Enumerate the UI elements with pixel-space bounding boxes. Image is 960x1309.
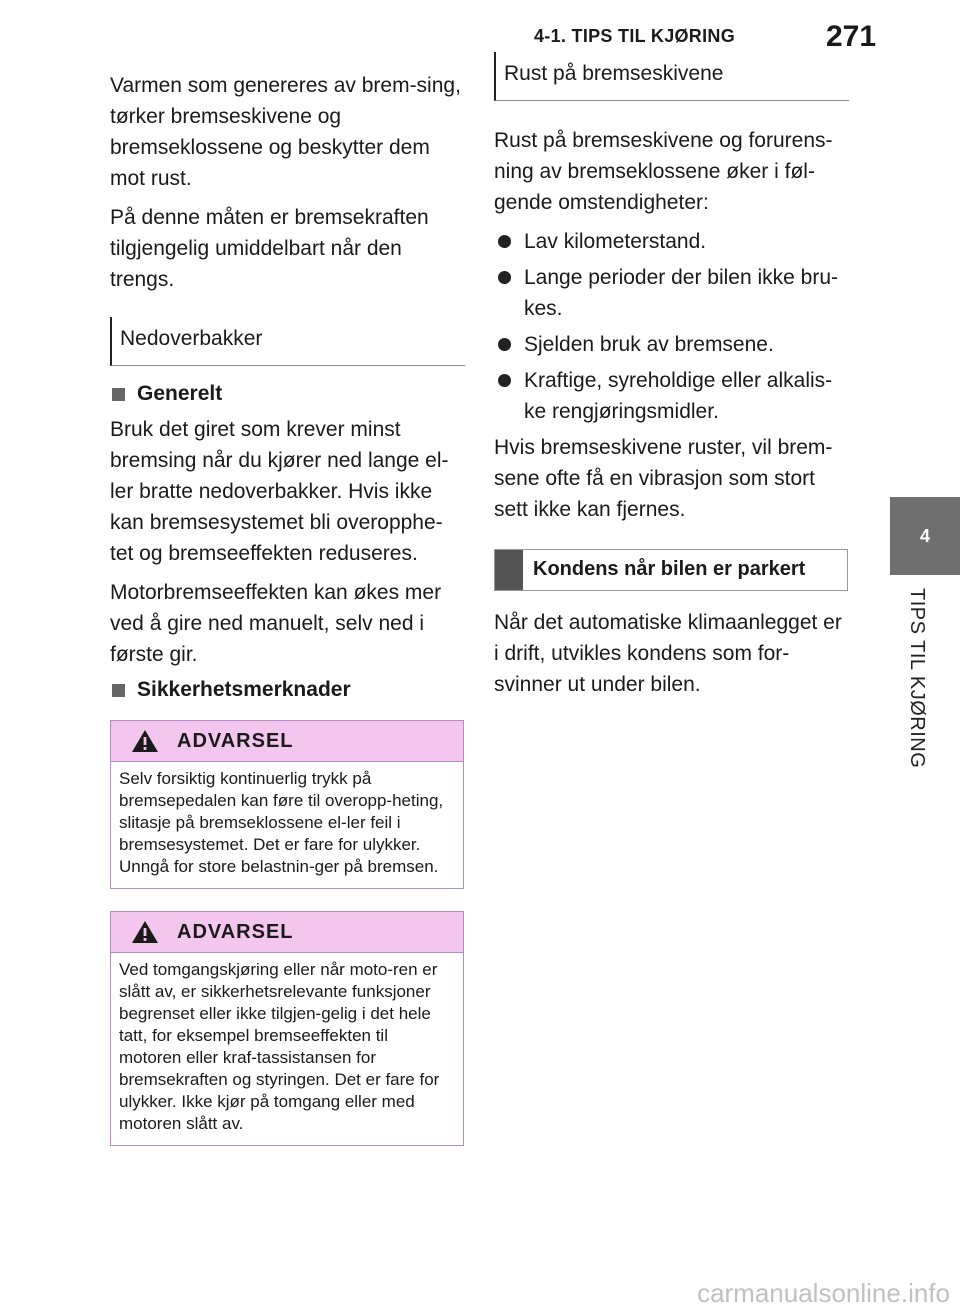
subheading-safety [110,678,465,702]
list-item [494,365,849,427]
watermark: carmanualsonline.info [697,1278,950,1308]
warning-box-2 [110,911,464,1146]
left-column [110,70,465,1168]
section-title-nedoverbakker: Nedoverbakker [110,317,465,366]
list-item [494,226,849,257]
bullet-dot-icon [498,374,511,387]
intro-paragraph-1: Varmen som genereres av brem-sing, tørker bremseskivene og bremseklossene og beskytter dem mot rust. [110,74,461,190]
list-item [494,329,849,360]
chapter-header: 4-1. TIPS TIL KJØRING [534,26,736,46]
generelt-paragraph-2: Motorbremseeffekten kan økes mer ved å gire ned manuelt, selv ned i første gir. [110,581,442,666]
warning-triangle-icon [131,729,159,753]
list-item-text: Lav kilometerstand. [524,230,707,253]
section-title-kondens [494,549,848,591]
heading-bar [495,550,523,590]
rust-intro: Rust på bremseskivene og forurens-ning av bremseklossene øker i føl-gende omstendigheter: [494,129,833,214]
intro-paragraph-2: På denne måten er bremsekraften tilgjengelig umiddelbart når den trengs. [110,206,429,291]
page-number: 271 [826,20,877,53]
list-item-text: Sjelden bruk av bremsene. [524,333,774,356]
bullet-dot-icon [498,271,511,284]
subheading-generelt-label: Generelt [137,382,223,405]
square-bullet-icon [112,684,125,697]
chapter-tab-label: TIPS TIL KJØRING [906,588,928,769]
subheading-generelt [110,382,465,406]
warning-box-1 [110,720,464,889]
bullet-dot-icon [498,338,511,351]
generelt-paragraph-1: Bruk det giret som krever minst bremsing når du kjører ned lange el-ler bratte nedoverbakker. Hvis ikke kan bremsesystemet bli overopphe-tet og bremseeffekten reduseres. [110,418,449,565]
square-bullet-icon [112,388,125,401]
kondens-paragraph: Når det automatiske klimaanlegget er i drift, utvikles kondens som for-svinner ut under bilen. [494,611,842,696]
right-column [494,125,849,708]
warning-text: Ved tomgangskjøring eller når moto-ren er slått av, er sikkerhetsrelevante funksjoner begrenset eller ikke tilgjen-gelig i det hele tatt, for eksempel bremseeffekten til motoren eller kraf-tassistansen for bremsekraften og styringen. Det er fare for ulykker. Ikke kjør på tomgang eller med motoren slått av. [119,960,440,1133]
section-title-kondens-label: Kondens når bilen er parkert [533,558,806,580]
list-item [494,262,849,324]
list-item-text: Kraftige, syreholdige eller alkalis-ke rengjøringsmidler. [524,369,833,423]
section-title-rust: Rust på bremseskivene [494,52,849,101]
warning-title: ADVARSEL [177,729,294,752]
warning-header [111,912,463,953]
warning-title: ADVARSEL [177,920,294,943]
warning-triangle-icon [131,920,159,944]
warning-header [111,721,463,762]
bullet-dot-icon [498,235,511,248]
warning-text: Selv forsiktig kontinuerlig trykk på bremsepedalen kan føre til overopp-heting, slitasje på bremseklossene el-ler feil i bremsesystemet. Det er fare for ulykker. Unngå for store belastnin-ger på bremsen. [119,769,444,876]
chapter-tab: 4 [890,497,960,575]
rust-after-paragraph: Hvis bremseskivene ruster, vil brem-sene ofte få en vibrasjon som stort sett ikke kan fjernes. [494,436,833,521]
list-item-text: Lange perioder der bilen ikke bru-kes. [524,266,839,320]
subheading-safety-label: Sikkerhetsmerknader [137,678,351,701]
